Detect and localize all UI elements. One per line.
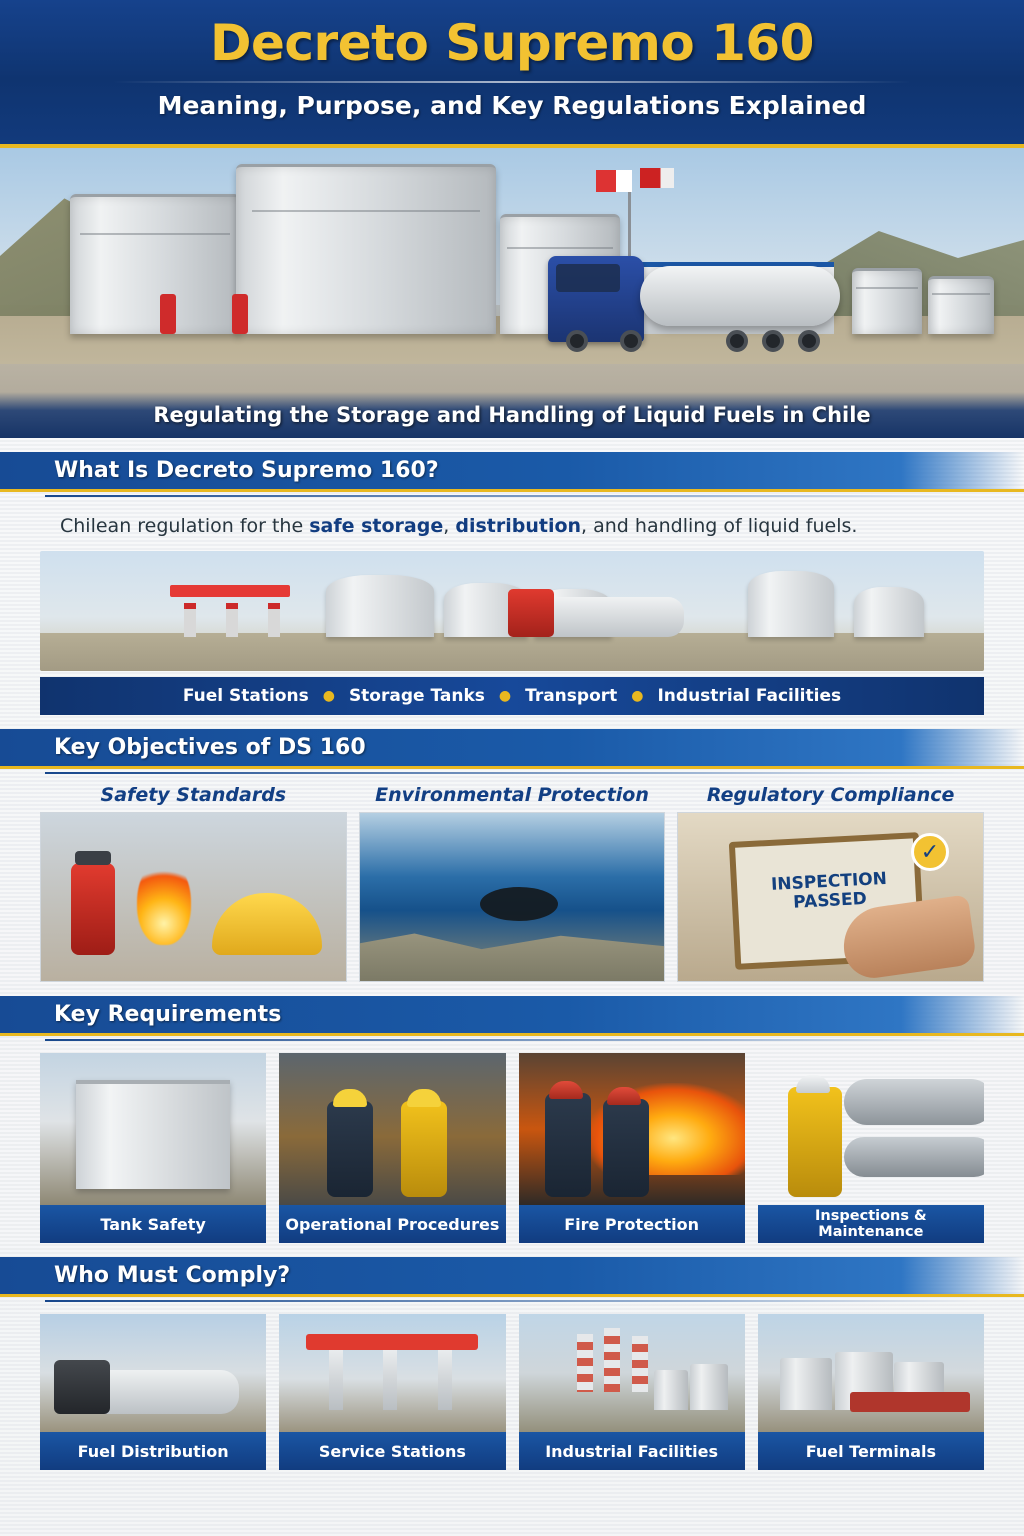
hero-tanker-trailer [640, 266, 840, 326]
station-canopy [306, 1334, 478, 1350]
chip-transport: Transport [525, 686, 618, 706]
objective-card-compliance [677, 784, 984, 982]
chip-bullet-icon-1: ● [322, 688, 335, 704]
what-is-text-pre: Chilean regulation for the [60, 515, 310, 537]
strip-tank-1 [326, 575, 434, 637]
smokestack-3 [632, 1336, 648, 1392]
strip-pump-3 [268, 603, 280, 637]
what-is-text-mid1: , [443, 515, 456, 537]
chip-storage-tanks: Storage Tanks [348, 686, 485, 706]
tank-body [76, 1080, 230, 1189]
worker-1 [327, 1101, 373, 1197]
extinguisher-valve [75, 851, 111, 865]
smokestack-2 [604, 1328, 620, 1392]
what-is-category-chips [40, 677, 984, 715]
hero-tank-5 [928, 276, 994, 334]
hero-wheel-4 [762, 330, 784, 352]
comply-label-fuel-distribution: Fuel Distribution [40, 1432, 266, 1470]
comply-grid [0, 1302, 1024, 1470]
terminal-rail-car [850, 1392, 970, 1412]
firefighters-icon [519, 1053, 745, 1205]
what-is-illustration-strip [40, 551, 984, 671]
strip-station-canopy [170, 585, 290, 597]
oil-spill-icon [480, 887, 558, 921]
extinguisher-body [71, 863, 115, 955]
station-pump-2 [383, 1350, 397, 1410]
hard-hat-worker-1 [333, 1089, 367, 1107]
comply-card-service-stations [279, 1314, 505, 1470]
strip-tank-4 [748, 571, 834, 637]
requirement-card-inspections [758, 1053, 984, 1243]
comply-card-fuel-distribution [40, 1314, 266, 1470]
firefighter-1 [545, 1093, 591, 1197]
requirement-label-tank-safety: Tank Safety [40, 1205, 266, 1243]
fire-helmet-1 [549, 1081, 583, 1099]
flame-icon [137, 859, 191, 945]
requirement-label-fire-protection: Fire Protection [519, 1205, 745, 1243]
objective-card-environment [359, 784, 666, 982]
hero-tank-1 [70, 194, 240, 334]
fire-helmet-2 [607, 1087, 641, 1105]
objectives-grid [0, 774, 1024, 982]
section-header-comply [0, 1257, 1024, 1297]
comply-card-industrial-facilities [519, 1314, 745, 1470]
rocky-shore [360, 923, 665, 981]
chip-industrial-facilities: Industrial Facilities [657, 686, 842, 706]
section-header-objectives [0, 729, 1024, 769]
what-is-description [0, 497, 1024, 547]
chip-bullet-icon-2: ● [498, 688, 512, 704]
worker-2 [401, 1101, 447, 1197]
check-badge-icon: ✓ [911, 833, 949, 871]
hero-flag-second [640, 168, 674, 188]
requirement-label-operational: Operational Procedures [279, 1205, 505, 1243]
what-is-bold-distribution: distribution [455, 515, 582, 537]
plant-tank-2 [690, 1364, 728, 1410]
hero-tank-4 [852, 268, 922, 334]
hero-wheel-1 [566, 330, 588, 352]
strip-truck-cab [508, 589, 554, 637]
workers-briefing-icon [279, 1053, 505, 1205]
hard-hat-worker-2 [407, 1089, 441, 1107]
strip-tanker-trailer [534, 597, 684, 637]
fire-extinguisher-icon [40, 812, 347, 982]
smokestack-1 [577, 1334, 593, 1392]
stamp-line-2: PASSED [793, 888, 868, 913]
station-pump-1 [329, 1350, 343, 1410]
comply-label-industrial-facilities: Industrial Facilities [519, 1432, 745, 1470]
hard-hat-inspector [796, 1075, 830, 1093]
station-pump-3 [438, 1350, 452, 1410]
clipboard-check-icon [677, 812, 984, 982]
comply-label-service-stations: Service Stations [279, 1432, 505, 1470]
hero-pump-2 [232, 294, 248, 334]
chip-bullet-icon-3: ● [631, 688, 644, 704]
title-divider [113, 81, 912, 83]
what-is-text-mid2: , and handling of liquid fuels. [581, 515, 858, 537]
section-title-comply: Who Must Comply? [54, 1263, 291, 1288]
strip-pump-2 [226, 603, 238, 637]
requirement-card-fire-protection [519, 1053, 745, 1243]
strip-ground [40, 633, 984, 671]
what-is-bold-storage: safe storage [309, 515, 444, 537]
comply-card-fuel-terminals [758, 1314, 984, 1470]
tanker-cab [54, 1360, 110, 1414]
hero-flag-chile [596, 170, 632, 192]
hero-wheel-5 [798, 330, 820, 352]
gas-station-icon [279, 1314, 505, 1432]
header [0, 0, 1024, 148]
objective-title-safety: Safety Standards [100, 784, 287, 806]
hero-wheel-3 [726, 330, 748, 352]
stamp-line-1: INSPECTION [770, 868, 888, 895]
tanker-truck-icon [40, 1314, 266, 1432]
section-header-requirements [0, 996, 1024, 1036]
inspector-body [788, 1087, 842, 1197]
hero-caption: Regulating the Storage and Handling of Liquid Fuels in Chile [0, 392, 1024, 438]
section-title-requirements: Key Requirements [54, 1002, 282, 1027]
requirements-grid [0, 1041, 1024, 1243]
section-header-what-is [0, 452, 1024, 492]
requirement-label-inspections: Inspections & Maintenance [758, 1205, 984, 1243]
industrial-plant-icon [519, 1314, 745, 1432]
hero-image-fuel-terminal [0, 148, 1024, 438]
water-shore-icon [359, 812, 666, 982]
comply-label-fuel-terminals: Fuel Terminals [758, 1432, 984, 1470]
requirement-card-tank-safety [40, 1053, 266, 1243]
requirement-card-operational [279, 1053, 505, 1243]
pipe-lower [844, 1137, 984, 1177]
plant-tank-1 [654, 1370, 688, 1410]
section-title-objectives: Key Objectives of DS 160 [54, 735, 366, 760]
firefighter-2 [603, 1099, 649, 1197]
objective-card-safety [40, 784, 347, 982]
hard-hat-icon [212, 893, 322, 955]
hero-tank-2 [236, 164, 496, 334]
hero-truck-window [556, 264, 620, 292]
section-title-what-is: What Is Decreto Supremo 160? [54, 458, 439, 483]
inspector-pipes-icon [758, 1053, 984, 1205]
chip-fuel-stations: Fuel Stations [182, 686, 309, 706]
page-title: Decreto Supremo 160 [210, 14, 814, 72]
strip-pump-1 [184, 603, 196, 637]
terminal-tank-1 [780, 1358, 832, 1410]
hero-pump-1 [160, 294, 176, 334]
storage-tank-icon [40, 1053, 266, 1205]
fuel-terminal-icon [758, 1314, 984, 1432]
hero-wheel-2 [620, 330, 642, 352]
page-subtitle: Meaning, Purpose, and Key Regulations Explained [157, 91, 867, 120]
objective-title-environment: Environmental Protection [375, 784, 649, 806]
strip-tank-5 [854, 587, 924, 637]
pipe-upper [844, 1079, 984, 1125]
objective-title-compliance: Regulatory Compliance [706, 784, 955, 806]
